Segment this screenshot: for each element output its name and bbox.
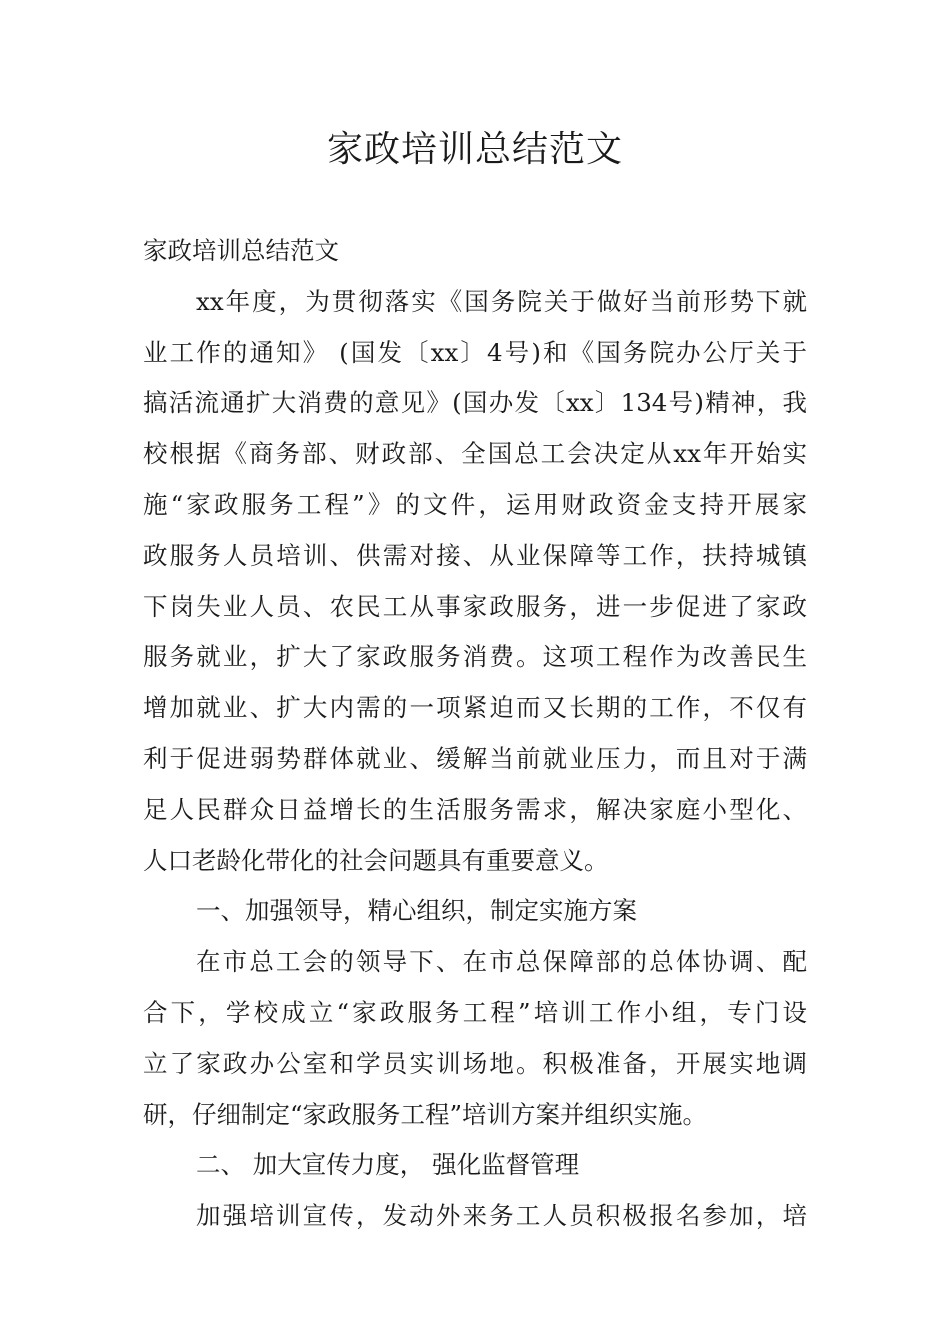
document-title: 家政培训总结范文 <box>326 129 623 170</box>
text-line: 搞活流通扩大消费的意见》(国办发〔xx〕134号)精神，我 <box>143 388 807 418</box>
text-line: 立了家政办公室和学员实训场地。积极准备，开展实地调 <box>143 1048 807 1078</box>
text-line: 家政培训总结范文 <box>143 236 339 265</box>
text-line: 一、加强领导，精心组织，制定实施方案 <box>196 896 637 926</box>
text-line: 业工作的通知》 (国发〔xx〕4号)和《国务院办公厅关于 <box>143 337 807 367</box>
text-line: 政服务人员培训、供需对接、从业保障等工作，扶持城镇 <box>143 540 807 570</box>
text-line: 足人民群众日益增长的生活服务需求，解决家庭小型化、 <box>143 794 807 824</box>
text-line: 二、 加大宣传力度， 强化监督管理 <box>196 1150 580 1180</box>
text-line: 利于促进弱势群体就业、缓解当前就业压力，而且对于满 <box>143 743 807 773</box>
text-line: 在市总工会的领导下、在市总保障部的总体协调、配 <box>196 947 807 977</box>
text-line: 下岗失业人员、农民工从事家政服务，进一步促进了家政 <box>143 591 807 621</box>
text-line: 增加就业、扩大内需的一项紧迫而又长期的工作，不仅有 <box>143 693 807 723</box>
text-line: 校根据《商务部、财政部、全国总工会决定从xx年开始实 <box>143 439 807 469</box>
text-line: 研，仔细制定“家政服务工程”培训方案并组织实施。 <box>143 1099 708 1129</box>
text-line: 加强培训宣传，发动外来务工人员积极报名参加，培 <box>196 1201 807 1231</box>
text-line: 合下，学校成立“家政服务工程”培训工作小组，专门设 <box>143 997 807 1027</box>
text-line: 服务就业，扩大了家政服务消费。这项工程作为改善民生 <box>143 642 807 672</box>
text-line: 人口老龄化带化的社会问题具有重要意义。 <box>143 845 609 875</box>
text-line: 施“家政服务工程”》的文件，运用财政资金支持开展家 <box>143 489 807 519</box>
document-body <box>143 226 807 1242</box>
text-line: xx年度，为贯彻落实《国务院关于做好当前形势下就 <box>196 286 807 316</box>
